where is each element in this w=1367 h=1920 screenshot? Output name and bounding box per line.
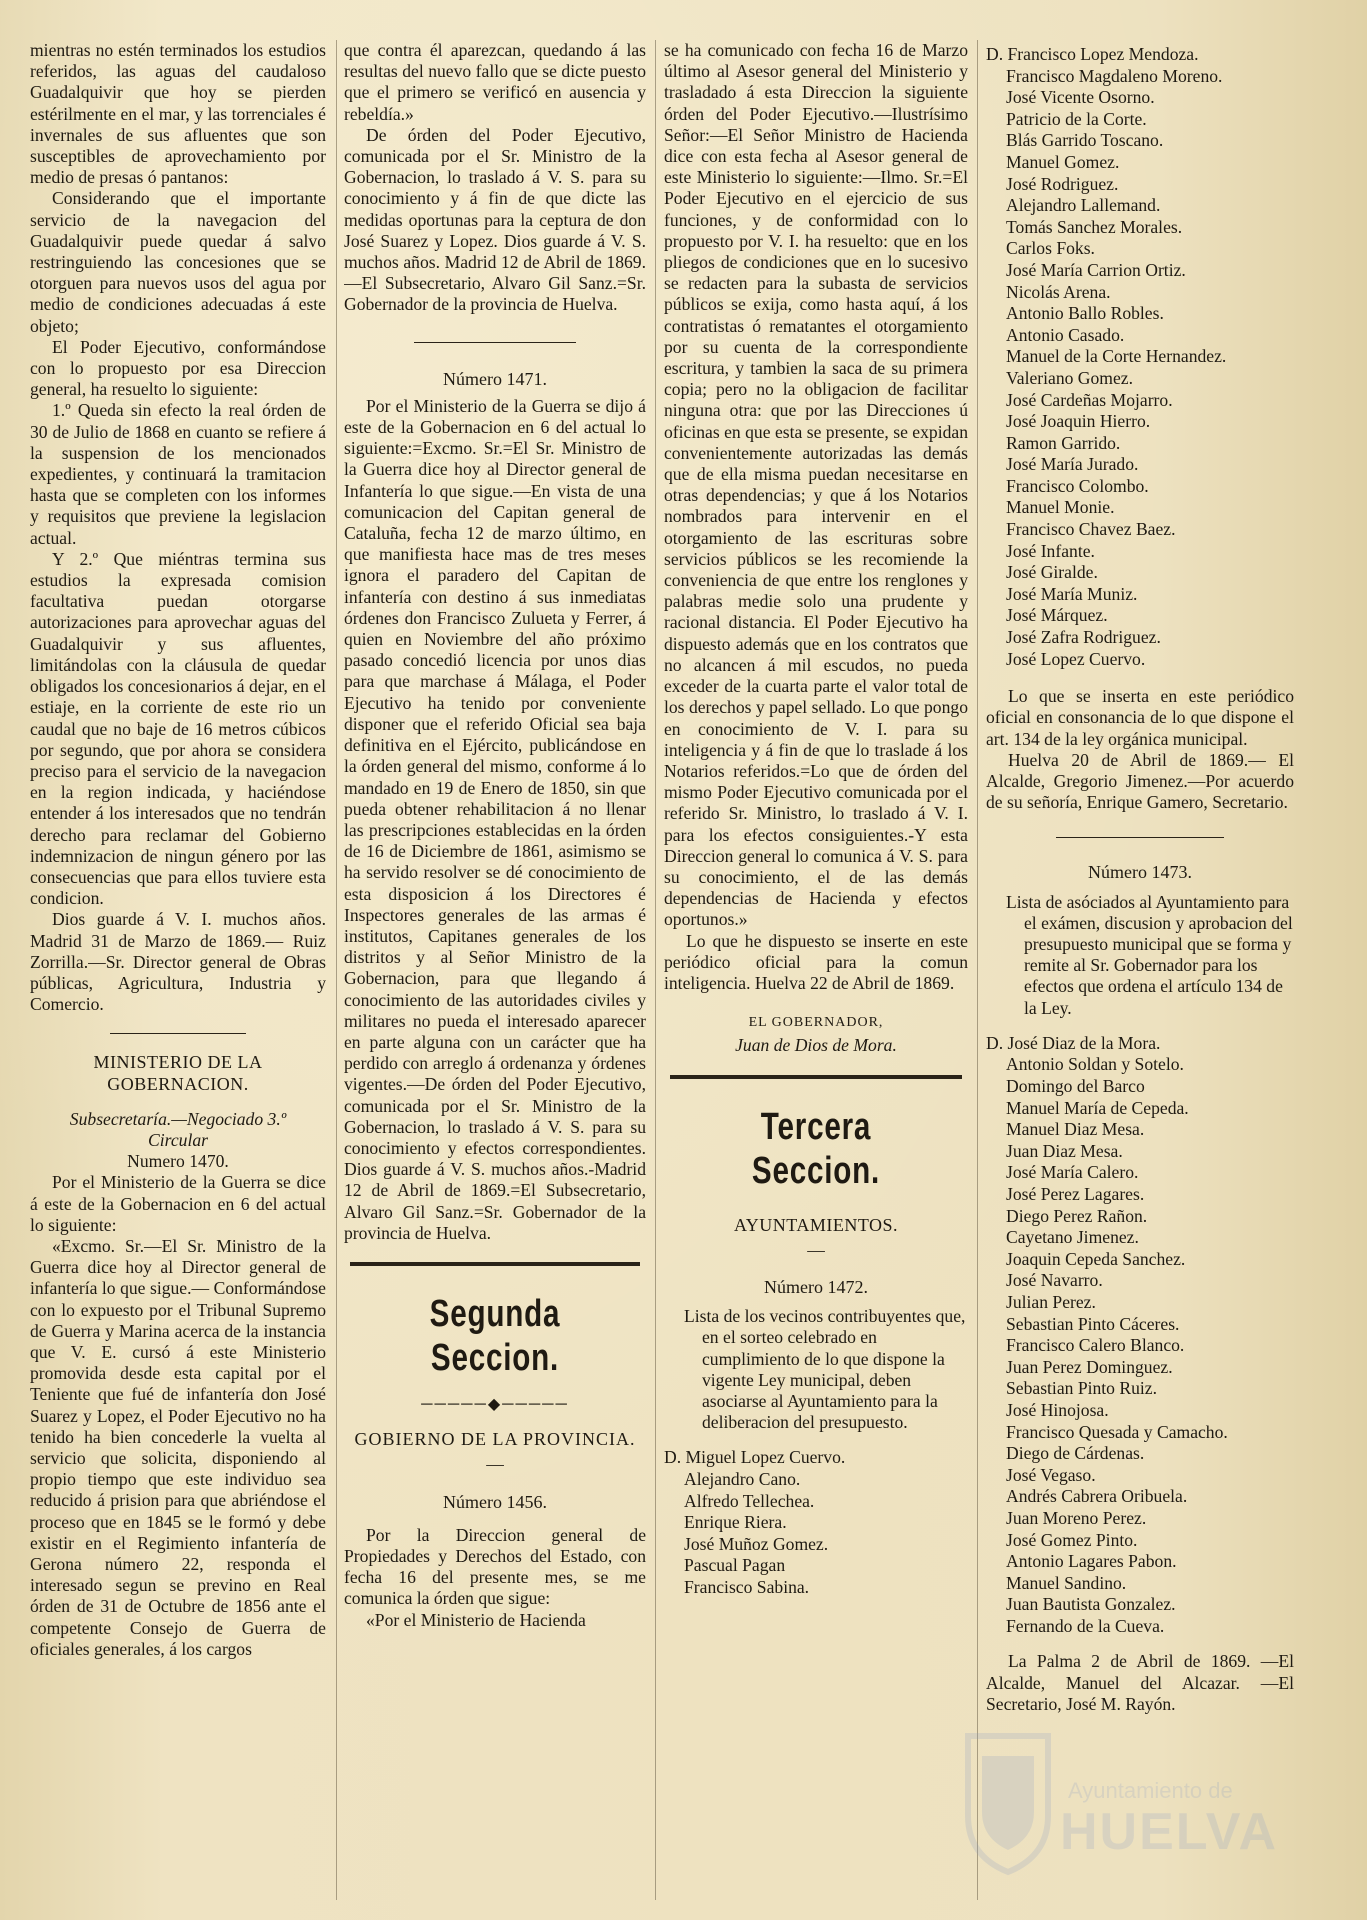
section-title: Tercera Seccion. xyxy=(751,1105,881,1192)
gobierno-heading: GOBIERNO DE LA PROVINCIA. xyxy=(354,1429,636,1450)
name-entry: Enrique Riera. xyxy=(684,1512,787,1533)
column-1 xyxy=(30,40,326,1900)
name-entry: Blás Garrido Toscano. xyxy=(1006,130,1164,151)
name-entry: Juan Diaz Mesa. xyxy=(1006,1140,1123,1161)
name-entry: José Márquez. xyxy=(1006,605,1108,626)
ayuntamientos-heading: AYUNTAMIENTOS. xyxy=(733,1214,899,1235)
name-entry: José Zafra Rodriguez. xyxy=(1006,627,1161,648)
name-entry: José María Calero. xyxy=(1006,1162,1139,1183)
paragraph: Huelva 20 de Abril de 1869.— El Alcalde, Gregorio Jimenez.—Por acuerdo de su señoría, Enrique Gamero, Secretario. xyxy=(986,749,1294,813)
coat-of-arms-icon xyxy=(960,1726,1056,1876)
watermark-line1: Ayuntamiento de xyxy=(1068,1778,1233,1803)
item-number: Número 1456. xyxy=(443,1491,547,1512)
name-entry: José María Jurado. xyxy=(1006,454,1139,475)
paragraph: Y 2.º Que miéntras termina sus estudios la expresada comision facultativa puedan otorgarse autorizaciones para aprovechar aguas del Guadalquivir y sus afluentes, limitándolas con la cláusula de quedar obligados los concesionarios á dejar, en el estiaje, en la corriente de este rio un caudal que no baje de 16 metros cúbicos por segundo, que por ahora se considera preciso para el servicio de la navegacion en la region indicada, y haciéndose entender á los interesados que no tendrán derecho para reclamar del Gobierno indemnizacion de ningun género por las consecuencias que para ellos tuviere esta condicion. xyxy=(30,548,326,909)
name-entry: Alfredo Tellechea. xyxy=(684,1490,815,1511)
column-3 xyxy=(664,40,968,1900)
column-4 xyxy=(986,40,1294,1900)
paragraph: que contra él aparezcan, quedando á las resultas del nuevo fallo que se dicte puesto que el primero se verificó en ausencia y rebeldía.» xyxy=(344,40,646,124)
paragraph: El Poder Ejecutivo, conformándose con lo propuesto por esa Direccion general, ha resuelto lo siguiente: xyxy=(30,336,326,400)
name-list xyxy=(664,1447,968,1598)
column-2 xyxy=(344,40,646,1900)
name-entry: Manuel de la Corte Hernandez. xyxy=(1006,346,1227,367)
section-title: Segunda Seccion. xyxy=(429,1292,561,1379)
column-rule xyxy=(977,40,978,1900)
paragraph: Lo que he dispuesto se inserte en este periódico oficial para la comun inteligencia. Huelva 22 de Abril de 1869. xyxy=(664,930,968,993)
name-entry: José Muñoz Gomez. xyxy=(684,1533,829,1554)
paragraph: Por el Ministerio de la Guerra se dijo á este de la Gobernacion en 6 del actual lo siguiente:=Excmo. Sr.=El Sr. Ministro de la Guerra dice hoy al Director general de Infantería lo que sigue.—En vista de una comunicacion del Capitan general de Cataluña, fecha 12 de marzo último, en que manifiesta hace mas de tres meses ignora el paradero del Capitan de infantería con destino á sus inmediatas órdenes don Francisco Zulueta y Ferrer, á quien en Noviembre del año próximo pasado concedió licencia por unos dias para que marchase á Málaga, el Poder Ejecutivo ha tenido por conveniente disponer que el referido Oficial sea baja definitiva en el Ejército, publicándose en la órden general del mismo, conforme á lo mandado en 19 de Enero de 1850, sin que pueda obtener rehabilitacion á no llenar las prescripciones establecidas en la órden de 16 de Diciembre de 1861, asimismo se ha servido resolver se dé conocimiento de esta disposicion á los Directores é Inspectores generales de las armas é institutos, Capitanes generales de los distritos y al Señor Ministro de la Gobernacion, para que llegando á conocimiento de las autoridades civiles y militares no pueda el interesado aparecer en parte alguna con un carácter que ha perdido con arreglo á ordenanza y órdenes vigentes.—De órden del Poder Ejecutivo, comunicada por el Sr. Ministro de la Gobernacion, lo traslado á V. S. para su conocimiento y efectos correspondientes. Dios guarde á V. S. muchos años.-Madrid 12 de Abril de 1869.=El Subsecretario, Alvaro Gil Sanz.=Sr. Gobernador de la provincia de Huelva. xyxy=(344,395,646,1243)
name-entry: José Vegaso. xyxy=(1006,1464,1096,1485)
name-entry: Manuel Sandino. xyxy=(1006,1572,1127,1593)
name-entry: José Giralde. xyxy=(1006,562,1098,583)
signature-title: EL GOBERNADOR, xyxy=(748,1015,884,1031)
ornament-divider: ─────◆───── xyxy=(421,1395,569,1413)
name-entry: Francisco Colombo. xyxy=(1006,475,1149,496)
paragraph: «Por el Ministerio de Hacienda xyxy=(366,1609,586,1630)
closing-paragraph: La Palma 2 de Abril de 1869. —El Alcalde, Manuel del Alcazar. —El Secretario, José M. Rayón. xyxy=(986,1651,1294,1714)
circular-label: Circular xyxy=(148,1129,208,1150)
dash-divider: — xyxy=(807,1239,825,1260)
name-entry: Antonio Lagares Pabon. xyxy=(1006,1551,1177,1572)
paragraph: mientras no estén terminados los estudios referidos, las aguas del caudaloso Guadalquivir que hoy se pierden estérilmente en el mar, y las torrenciales é invernales de sus afluentes que son susceptibles de aprovechamiento por medio de presas ó pantanos: xyxy=(30,40,326,188)
name-entry: D. José Diaz de la Mora. xyxy=(986,1032,1161,1053)
name-entry: Francisco Calero Blanco. xyxy=(1006,1335,1185,1356)
name-entry: Manuel Monie. xyxy=(1006,497,1115,518)
name-entry: Francisco Sabina. xyxy=(684,1576,810,1597)
paragraph: Por el Ministerio de la Guerra se dice á este de la Gobernacion en 6 del actual lo siguiente: xyxy=(30,1172,326,1235)
subsecretaria-label: Subsecretaría.—Negociado 3.º xyxy=(69,1108,287,1129)
list-heading: Lista de asóciados al Ayuntamiento para el exámen, discusion y aprobacion del presupuesto municipal que se forma y remite al Sr. Gobernador para los efectos que ordena el artículo 134 de la Ley. xyxy=(1006,891,1293,1018)
name-entry: Manuel María de Cepeda. xyxy=(1006,1097,1189,1118)
name-list xyxy=(986,1033,1294,1638)
name-entry: Joaquin Cepeda Sanchez. xyxy=(1006,1248,1186,1269)
section-divider xyxy=(350,1262,640,1266)
ministry-heading: MINISTERIO DE LA GOBERNACION. xyxy=(93,1052,263,1094)
item-number: Número 1471. xyxy=(443,368,547,389)
name-entry: Sebastian Pinto Ruiz. xyxy=(1006,1378,1158,1399)
paragraph: 1.º Queda sin efecto la real órden de 30 de Julio de 1868 en cuanto se refiere á la suspension de los mencionados expedientes, y continuará la tramitacion hasta que se completen con los informes y requisitos que previene la legislacion actual. xyxy=(30,400,326,548)
list-heading: Lista de los vecinos contribuyentes que, en el sorteo celebrado en cumplimiento de lo que dispone la vigente Ley municipal, deben asociarse al Ayuntamiento para la deliberacion del presupuesto. xyxy=(684,1306,966,1433)
name-entry: D. Miguel Lopez Cuervo. xyxy=(664,1447,846,1468)
name-entry: Valeriano Gomez. xyxy=(1006,367,1134,388)
name-entry: Antonio Ballo Robles. xyxy=(1006,303,1164,324)
name-entry: Manuel Diaz Mesa. xyxy=(1006,1119,1145,1140)
dash-divider: — xyxy=(486,1454,504,1475)
paragraph: se ha comunicado con fecha 16 de Marzo último al Asesor general del Ministerio y trasladado á esta Direccion la siguiente órden del Poder Ejecutivo.—Ilustrísimo Señor:—El Señor Ministro de Hacienda dice con esta fecha al Asesor general de este Ministerio lo siguiente:—Ilmo. Sr.=El Poder Ejecutivo en el ejercicio de sus funciones, y de conformidad con lo propuesto por V. I. ha resuelto: que en los pliegos de condiciones que en lo sucesivo se redacten para la subasta de servicios públicos se exija, como hasta aquí, á los contratistas ó rematantes el otorgamiento por su cuenta de la correspondiente escritura, y tambien la saca de su primera copia; pero no la obligacion de facilitar ninguna otra: que por las Direcciones ú oficinas en que esta se presente, se expidan convenientemente autorizadas las demás que de ella misma puedan necesitarse en otras dependencias; y que á los Notarios nombrados para intervenir en el otorgamiento de las escrituras sobre servicios públicos se les recomiende la conveniencia de que entre los renglones y palabras medie solo una prudente y racional distancia. El Poder Ejecutivo ha dispuesto además que en los contratos que no alcancen á mil escudos, no pueda exceder de la cuarta parte el valor total de los derechos y papel sellado. Lo que pongo en conocimiento de V. I. para su inteligencia y á fin de que lo traslade á los Notarios referidos.=Lo que de órden del mismo Poder Ejecutivo comunicada por el referido Sr. Ministro, lo traslado á V. I. para los efectos consiguientes.-Y esta Direccion general lo comunica á V. S. para su conocimiento, el de las demás dependencias de Hacienda y efectos oportunos.» xyxy=(664,40,968,930)
name-entry: Antonio Soldan y Sotelo. xyxy=(1006,1054,1184,1075)
name-entry: Pascual Pagan xyxy=(684,1555,786,1576)
name-entry: Fernando de la Cueva. xyxy=(1006,1615,1165,1636)
name-entry: Patricio de la Corte. xyxy=(1006,108,1147,129)
name-entry: José María Carrion Ortiz. xyxy=(1006,259,1186,280)
name-entry: José Lopez Cuervo. xyxy=(1006,648,1146,669)
name-entry: Diego de Cárdenas. xyxy=(1006,1443,1145,1464)
name-entry: Antonio Casado. xyxy=(1006,324,1125,345)
name-entry: José Joaquin Hierro. xyxy=(1006,411,1151,432)
paragraph: Por la Direccion general de Propiedades y Derechos del Estado, con fecha 16 del presente mes, se me comunica la órden que sigue: xyxy=(344,1524,646,1609)
name-entry: José Hinojosa. xyxy=(1006,1399,1109,1420)
paragraph: Considerando que el importante servicio de la navegacion del Guadalquivir puede quedar á salvo restringuiendo las concesiones que se otorguen para nuevos usos del agua por medio de condiciones adecuadas á este objeto; xyxy=(30,188,326,336)
name-entry: Sebastian Pinto Cáceres. xyxy=(1006,1313,1180,1334)
name-entry: Andrés Cabrera Oribuela. xyxy=(1006,1486,1188,1507)
archive-watermark xyxy=(960,1720,1300,1900)
paragraph: Dios guarde á V. I. muchos años. Madrid 31 de Marzo de 1869.— Ruiz Zorrilla.—Sr. Director general de Obras públicas, Agricultura, Industria y Comercio. xyxy=(30,909,326,1015)
watermark-line2: HUELVA xyxy=(1060,1803,1279,1861)
paragraph: Lo que se inserta en este periódico oficial en consonancia de lo que dispone el art. 134 de la ley orgánica municipal. xyxy=(986,686,1294,749)
name-entry: José Navarro. xyxy=(1006,1270,1103,1291)
name-entry: José María Muniz. xyxy=(1006,583,1138,604)
signature-name: Juan de Dios de Mora. xyxy=(735,1035,897,1056)
name-entry: Domingo del Barco xyxy=(1006,1076,1145,1097)
name-entry: José Rodriguez. xyxy=(1006,173,1119,194)
name-entry: Ramon Garrido. xyxy=(1006,432,1121,453)
item-number: Número 1473. xyxy=(1088,862,1192,883)
divider xyxy=(110,1033,246,1034)
name-entry: Julian Perez. xyxy=(1006,1291,1096,1312)
name-entry: D. Francisco Lopez Mendoza. xyxy=(986,44,1199,64)
name-entry: Alejandro Cano. xyxy=(684,1468,801,1489)
item-number: Número 1472. xyxy=(764,1276,868,1297)
column-rule xyxy=(655,40,656,1900)
name-list xyxy=(986,44,1294,670)
name-entry: Alejandro Lallemand. xyxy=(1006,195,1161,216)
name-entry: José Cardeñas Mojarro. xyxy=(1006,389,1173,410)
name-entry: José Gomez Pinto. xyxy=(1006,1529,1138,1550)
column-rule xyxy=(336,40,337,1900)
divider xyxy=(1056,837,1224,838)
name-entry: Diego Perez Rañon. xyxy=(1006,1205,1148,1226)
paragraph: De órden del Poder Ejecutivo, comunicada por el Sr. Ministro de la Gobernacion, lo traslado á V. S. para su conocimiento y á fin de que dicte las medidas oportunas para la ceptura de don José Suarez y Lopez. Dios guarde á V. S. muchos años. Madrid 12 de Abril de 1869. —El Subsecretario, Alvaro Gil Sanz.=Sr. Gobernador de la provincia de Huelva. xyxy=(344,124,646,315)
name-entry: Tomás Sanchez Morales. xyxy=(1006,216,1183,237)
section-divider xyxy=(670,1075,962,1079)
name-entry: José Perez Lagares. xyxy=(1006,1184,1145,1205)
item-number: Numero 1470. xyxy=(127,1151,229,1172)
name-entry: Francisco Magdaleno Moreno. xyxy=(1006,65,1223,86)
name-entry: Carlos Foks. xyxy=(1006,238,1095,259)
name-entry: Cayetano Jimenez. xyxy=(1006,1227,1139,1248)
name-entry: Manuel Gomez. xyxy=(1006,151,1120,172)
name-entry: José Vicente Osorno. xyxy=(1006,87,1155,108)
paragraph: «Excmo. Sr.—El Sr. Ministro de la Guerra dice hoy al Director general de infantería lo que sigue.— Conformándose con lo expuesto por el Tribunal Supremo de Guerra y Marina acerca de la instancia que V. E. cursó á este Ministerio promovida desde esta capital por el Teniente que fué de infantería don José Suarez y Lopez, el Poder Ejecutivo no ha tenido ha bien concederle la vuelta al servicio que solicita, disponiendo al propio tiempo que este individuo sea reducido á prision para que abriéndose el proceso que en 1845 se le formó y debe existir en el Regimiento infantería de Gerona número 22, responda el interesado segun se previno en Real órden de 31 de Octubre de 1856 ante el competente Consejo de Guerra de oficiales generales, á los cargos xyxy=(30,1235,326,1659)
name-entry: Juan Bautista Gonzalez. xyxy=(1006,1594,1176,1615)
name-entry: Francisco Chavez Baez. xyxy=(1006,519,1176,540)
name-entry: Francisco Quesada y Camacho. xyxy=(1006,1421,1228,1442)
name-entry: Juan Moreno Perez. xyxy=(1006,1507,1147,1528)
name-entry: José Infante. xyxy=(1006,540,1095,561)
name-entry: Juan Perez Dominguez. xyxy=(1006,1356,1173,1377)
name-entry: Nicolás Arena. xyxy=(1006,281,1111,302)
divider xyxy=(414,342,576,343)
